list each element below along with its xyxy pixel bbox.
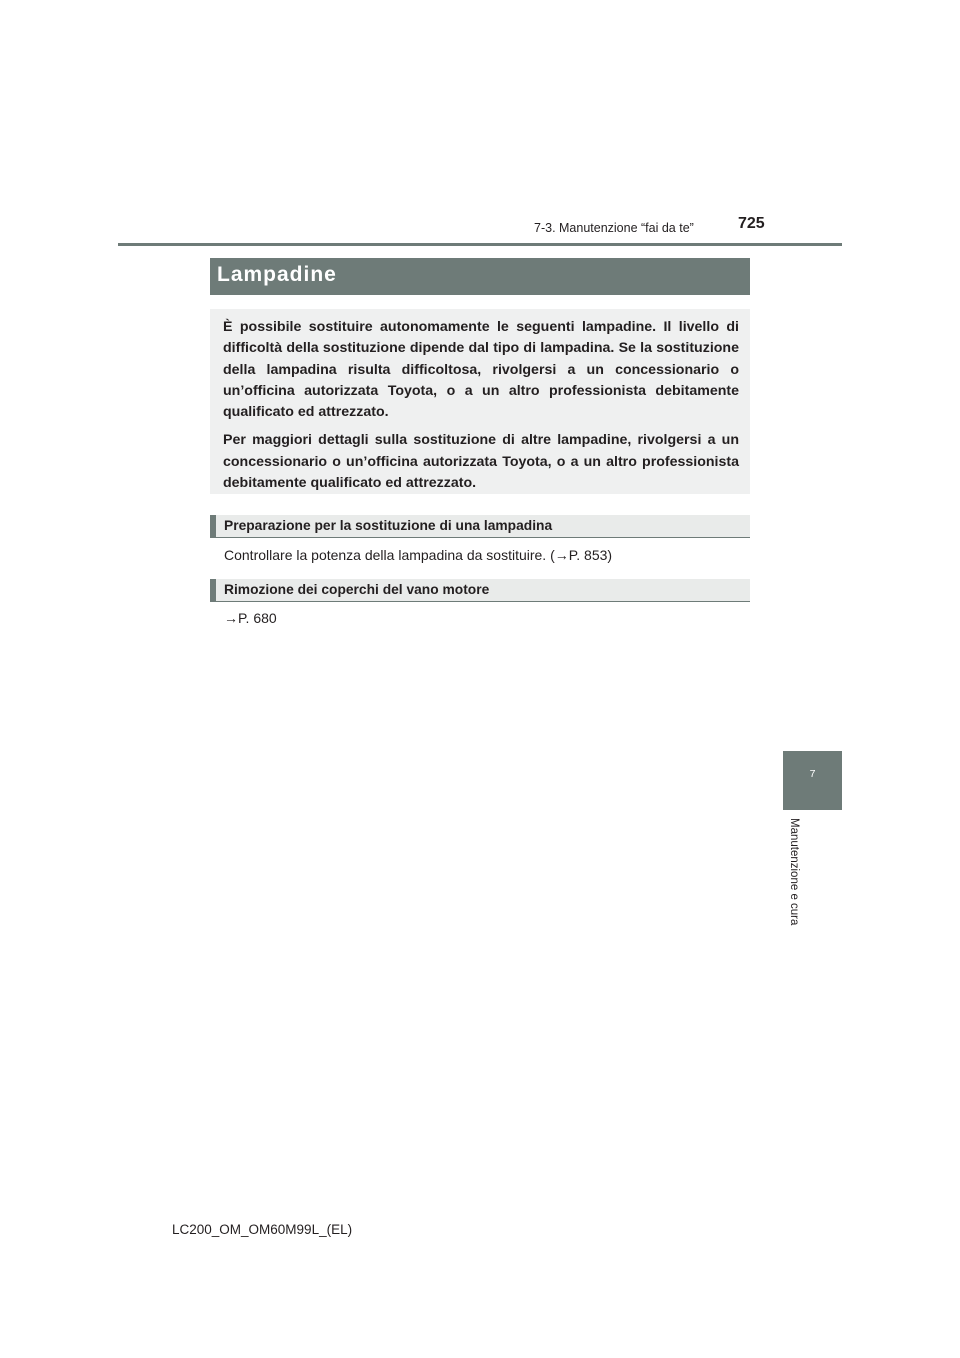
subsection-marker	[210, 579, 216, 601]
section-reference: 7-3. Manutenzione “fai da te”	[534, 221, 694, 235]
chapter-tab	[783, 751, 842, 810]
title-banner	[210, 258, 750, 295]
subsection-heading-preparation	[210, 515, 750, 538]
page-title: Lampadine	[217, 263, 337, 286]
chapter-number: 7	[809, 768, 816, 780]
intro-paragraph-1: È possibile sostituire autonomamente le seguenti lampadine. Il livello di difficoltà della sostituzione dipende dal tipo di lampadina. Se la sostituzione della lampadina risulta difficoltosa, rivolgersi a un concessionario o un’officina autorizzata Toyota, o a un altro professionista debitamente qualificato ed attrezzato.	[223, 319, 739, 421]
preparation-body-text: Controllare la potenza della lampadina da sostituire. (→P. 853)	[224, 547, 613, 563]
document-code: LC200_OM_OM60M99L_(EL)	[172, 1222, 353, 1237]
intro-paragraph-2: Per maggiori dettagli sulla sostituzione di altre lampadine, rivolgersi a un concessionario o un’officina autorizzata Toyota, o a un altro professionista debitamente qualificato ed attrezzato.	[223, 432, 739, 492]
chapter-title-vertical: Manutenzione e cura	[788, 818, 800, 926]
subsection-heading-label: Preparazione per la sostituzione di una lampadina	[224, 518, 553, 533]
intro-box	[210, 309, 750, 494]
subsection-marker	[210, 515, 216, 537]
subsection-heading-engine-covers	[210, 579, 750, 602]
header-divider	[118, 243, 842, 246]
subsection-heading-label: Rimozione dei coperchi del vano motore	[224, 582, 490, 597]
engine-covers-page-reference: →P. 680	[224, 610, 277, 626]
page-number: 725	[738, 215, 765, 232]
